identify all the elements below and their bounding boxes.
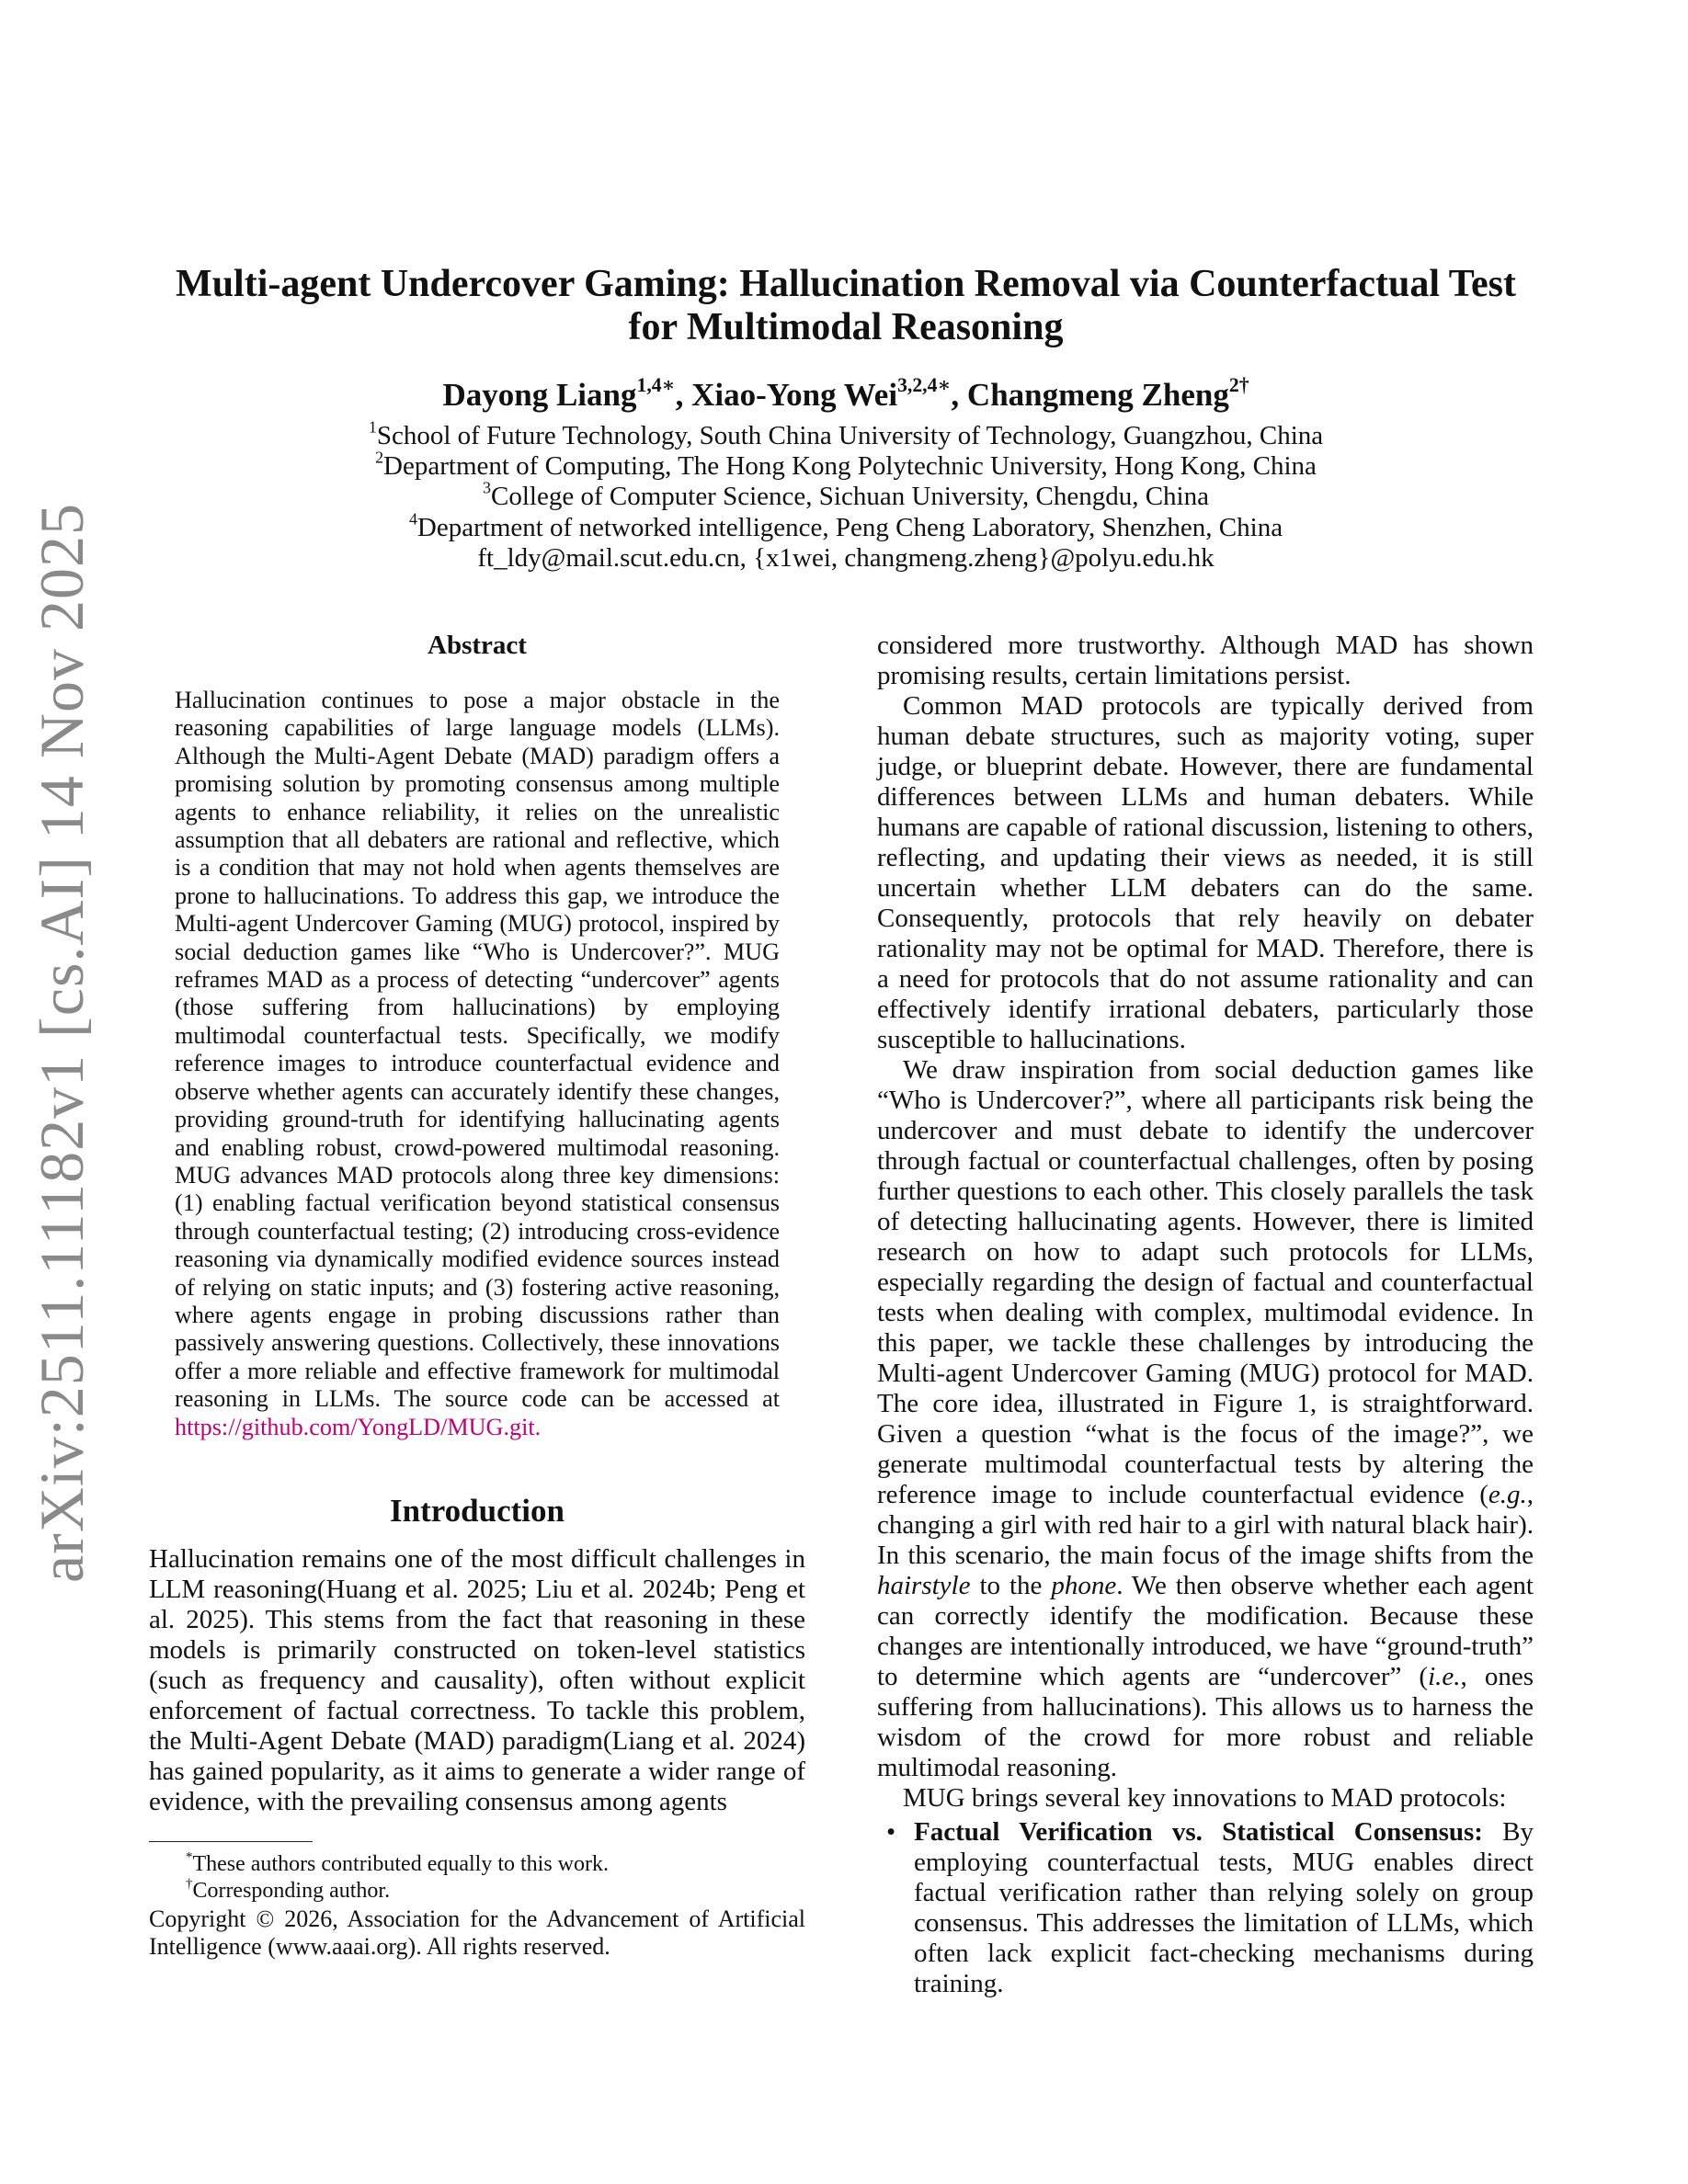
affiliation-line xyxy=(129,448,1563,482)
author-emails: ft_ldy@mail.scut.edu.cn, {x1wei, changmeng.zheng}@polyu.edu.hk xyxy=(477,542,1215,573)
affiliation-line xyxy=(129,478,1563,512)
footnote-corresponding-author xyxy=(149,1878,805,1905)
footnote-mark: * xyxy=(186,1849,193,1865)
paper-title xyxy=(129,263,1563,349)
author-name: Dayong Liang xyxy=(442,377,637,413)
title-line-2: for Multimodal Reasoning xyxy=(628,306,1064,348)
affiliation-text: Department of Computing, The Hong Kong Polytechnic University, Hong Kong, China xyxy=(383,451,1317,482)
italic-text: hairstyle xyxy=(877,1571,971,1600)
affiliation-number: 2 xyxy=(375,448,384,467)
affiliation-text: Department of networked intelligence, Peng Cheng Laboratory, Shenzhen, China xyxy=(416,512,1283,542)
affiliation-line xyxy=(129,509,1563,543)
author-separator: , xyxy=(951,377,967,413)
affiliation-number: 1 xyxy=(368,417,377,437)
introduction-heading: Introduction xyxy=(390,1492,565,1529)
source-code-link[interactable]: https://github.com/YongLD/MUG.git. xyxy=(175,1413,542,1440)
affiliation-text: School of Future Technology, South China University of Technology, Guangzhou, China xyxy=(376,421,1324,450)
text-run: , ones suffering from hallucinations). This allows us to harness the wisdom of the crowd for more robust and reliable multimodal reasoning. xyxy=(877,1662,1534,1782)
copyright-notice: Copyright © 2026, Association for the Advancement of Artificial Intelligence (www.aaai.org). All rights reserved. xyxy=(149,1905,805,1960)
list-item-title: Factual Verification vs. Statistical Consensus: xyxy=(914,1817,1483,1847)
right-column xyxy=(877,631,1534,1999)
author-name: Changmeng Zheng xyxy=(966,377,1229,413)
title-line-1: Multi-agent Undercover Gaming: Hallucination Removal via Counterfactual Test xyxy=(176,263,1516,305)
author-superscript: 3,2,4∗ xyxy=(897,373,952,396)
left-column xyxy=(149,631,805,1961)
list-item-text: By employing counterfactual tests, MUG enables direct factual verification rather than relying solely on group consensus. This addresses the limitation of LLMs, which often lack explicit fact-checking mechanisms during training. xyxy=(914,1817,1534,1998)
footnote-text: Corresponding author. xyxy=(192,1879,391,1904)
abstract-body xyxy=(175,687,780,1441)
text-run: . We then observe whether each agent can correctly identify the modification. Because these changes are intentionally introduced, we have “ground-truth” to determine which agents are “undercover” ( xyxy=(877,1571,1534,1691)
text-run: We draw inspiration from social deduction games like “Who is Undercover?”, where all participants risk being the undercover and must debate to identify the undercover through factual or counterfactual challenges, often by posing further questions to each other. This closely parallels the task of detecting hallucinating agents. However, there is limited research on how to adapt such protocols for LLMs, especially regarding the design of factual and counterfactual tests when dealing with complex, multimodal evidence. In this paper, we tackle these challenges by introducing the Multi-agent Undercover Gaming (MUG) protocol for MAD. The core idea, illustrated in Figure 1, is straightforward. Given a question “what is the focus of the image?”, we generate multimodal counterfactual tests by altering the reference image to include counterfactual evidence ( xyxy=(877,1055,1534,1509)
affiliation-number: 4 xyxy=(408,509,417,529)
innovation-list xyxy=(877,1817,1534,1999)
intro-paragraph-4: MUG brings several key innovations to MAD protocols: xyxy=(903,1783,1507,1813)
arxiv-identifier-stamp: arXiv:2511.11182v1 [cs.AI] 14 Nov 2025 xyxy=(27,503,97,1583)
intro-paragraph-1: Hallucination remains one of the most difficult challenges in LLM reasoning(Huang et al. 2025; Liu et al. 2024b; Peng et al. 2025). This stems from the fact that reasoning in these models is primarily constructed on token-level statistics (such as frequency and causality), often without explicit enforcement of factual correctness. To tackle this problem, the Multi-Agent Debate (MAD) paradigm(Liang et al. 2024) has gained popularity, as it aims to generate a wider range of evidence, with the prevailing consensus among agents xyxy=(149,1543,805,1816)
abstract-text: Hallucination continues to pose a major obstacle in the reasoning capabilities of large language models (LLMs). Although the Multi-Agent Debate (MAD) paradigm offers a promising solution by promoting consensus among multiple agents to enhance reliability, it relies on the unrealistic assumption that all debaters are rational and reflective, which is a condition that may not hold when agents themselves are prone to hallucinations. To address this gap, we introduce the Multi-agent Undercover Gaming (MUG) protocol, inspired by social deduction games like “Who is Undercover?”. MUG reframes MAD as a process of detecting “undercover” agents (those suffering from hallucinations) by employing multimodal counterfactual tests. Specifically, we modify reference images to introduce counterfactual evidence and observe whether agents can accurately identify these changes, providing ground-truth for identifying hallucinating agents and enabling robust, crowd-powered multimodal reasoning. MUG advances MAD protocols along three key dimensions: (1) enabling factual verification beyond statistical consensus through counterfactual testing; (2) introducing cross-evidence reasoning via dynamically modified evidence sources instead of relying on static inputs; and (3) fostering active reasoning, where agents engage in probing discussions rather than passively answering questions. Collectively, these innovations offer a more reliable and effective framework for multimodal reasoning in LLMs. The source code can be accessed at xyxy=(175,687,780,1413)
footnote-mark: † xyxy=(186,1877,193,1893)
abstract-heading: Abstract xyxy=(428,631,527,660)
affiliation-number: 3 xyxy=(483,478,491,497)
intro-paragraph-3 xyxy=(877,1055,1534,1783)
italic-text: i.e. xyxy=(1428,1662,1461,1691)
text-run: to the xyxy=(970,1571,1052,1600)
italic-text: e.g. xyxy=(1488,1480,1527,1509)
author-list xyxy=(129,375,1563,415)
footnote-text: These authors contributed equally to this work. xyxy=(192,1851,610,1876)
affiliation-line xyxy=(129,417,1563,451)
author-name: Xiao-Yong Wei xyxy=(691,377,898,413)
author-separator: , xyxy=(675,377,692,413)
author-superscript: 1,4∗ xyxy=(636,373,676,396)
affiliation-list xyxy=(129,417,1563,574)
italic-text: phone xyxy=(1051,1571,1117,1600)
author-superscript: 2† xyxy=(1228,373,1249,396)
list-item xyxy=(877,1817,1534,1999)
bullet-icon: • xyxy=(886,1817,896,1847)
footnote-divider xyxy=(149,1841,313,1842)
intro-paragraph-2: Common MAD protocols are typically derived from human debate structures, such as majority voting, super judge, or blueprint debate. However, there are fundamental differences between LLMs and human debaters. While humans are capable of rational discussion, listening to others, reflecting, and updating their views as needed, it is still uncertain whether LLM debaters can do the same. Consequently, protocols that rely heavily on debater rationality may not be optimal for MAD. Therefore, there is a need for protocols that do not assume rationality and can effectively identify irrational debaters, particularly those susceptible to hallucinations. xyxy=(877,691,1534,1054)
intro-paragraph-1-continued: considered more trustworthy. Although MAD has shown promising results, certain limitations persist. xyxy=(877,631,1534,690)
affiliation-text: College of Computer Science, Sichuan University, Chengdu, China xyxy=(491,482,1209,512)
footnote-equal-contribution xyxy=(149,1851,805,1879)
text-run: , changing a girl with red hair to a girl with natural black hair). In this scenario, the main focus of the image shifts from the xyxy=(877,1480,1534,1570)
